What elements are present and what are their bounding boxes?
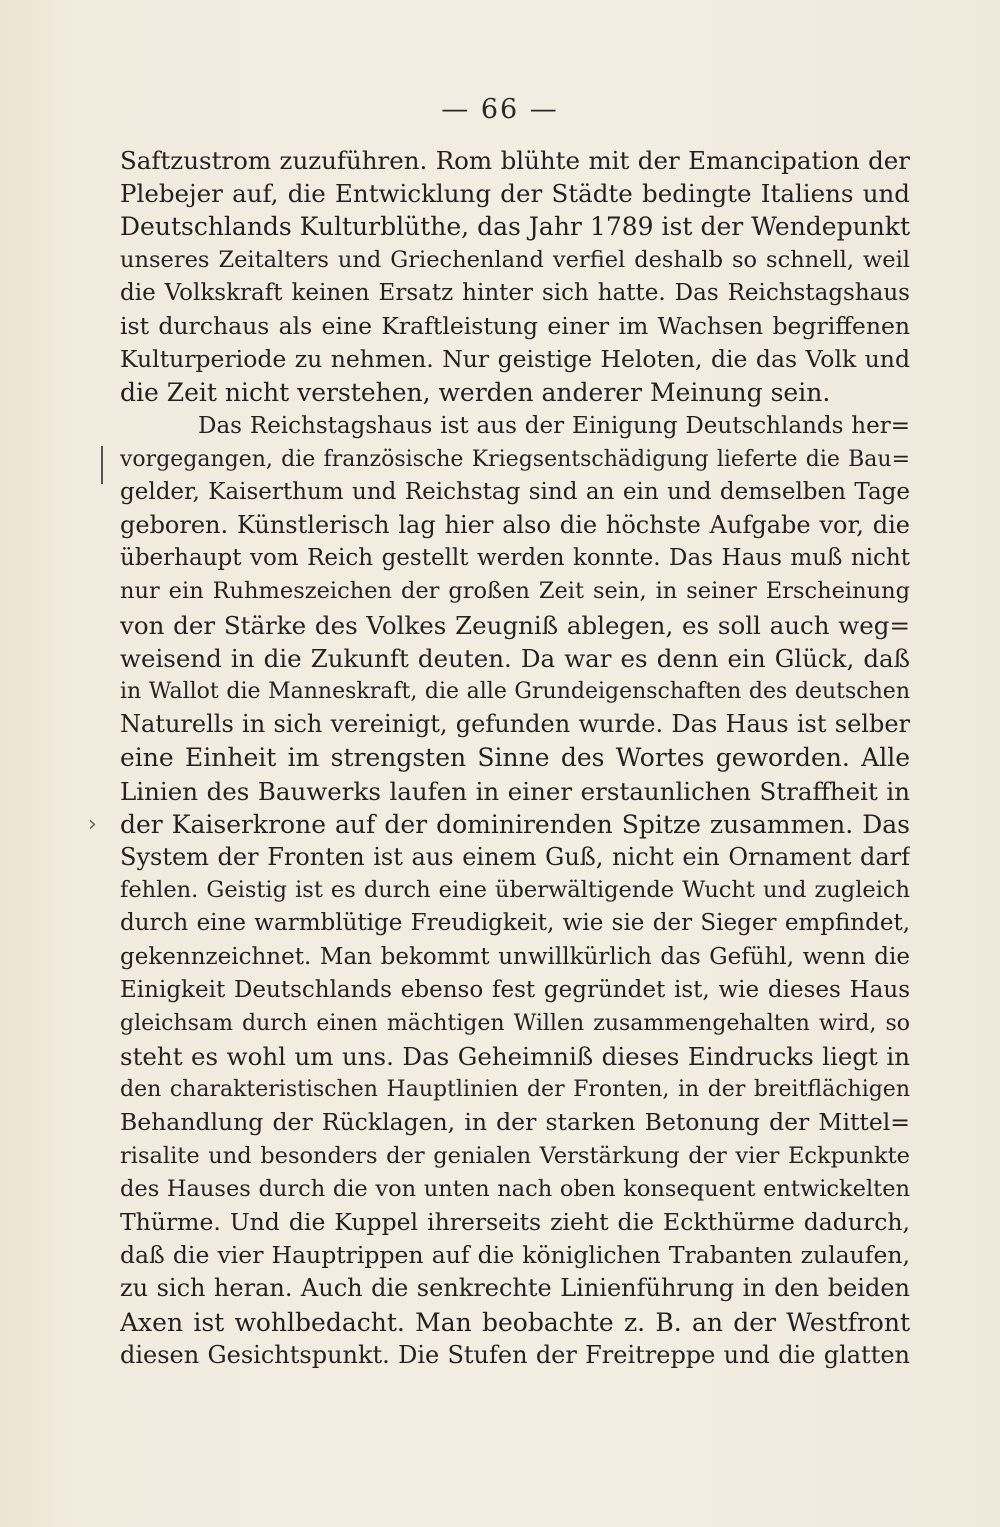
- text-line: nur ein Ruhmeszeichen der großen Zeit sein, in seiner Erscheinung: [120, 578, 910, 605]
- text-line: die Zeit nicht verstehen, werden anderer Meinung sein.: [120, 378, 831, 408]
- text-line: Deutschlands Kulturblüthe, das Jahr 1789 ist der Wendepunkt: [120, 212, 910, 242]
- text-line: ist durchaus als eine Kraftleistung einer im Wachsen begriffenen: [120, 311, 910, 340]
- text-line: Saftzustrom zuzuführen. Rom blühte mit der Emancipation der: [120, 146, 910, 175]
- page-number: — 66 —: [441, 94, 559, 125]
- text-line: überhaupt vom Reich gestellt werden konnte. Das Haus muß nicht: [120, 545, 910, 572]
- text-line: weisend in die Zukunft deuten. Da war es denn ein Glück, daß: [120, 643, 910, 673]
- text-line: Kulturperiode zu nehmen. Nur geistige Heloten, die das Volk und: [120, 345, 910, 374]
- text-line: Behandlung der Rücklagen, in der starken Betonung der Mittel=: [120, 1108, 910, 1137]
- text-line: diesen Gesichtspunkt. Die Stufen der Freitreppe und die glatten: [120, 1340, 910, 1369]
- text-line: Einigkeit Deutschlands ebenso fest gegründet ist, wie dieses Haus: [120, 976, 910, 1003]
- text-line: geboren. Künstlerisch lag hier also die höchste Aufgabe vor, die: [120, 511, 910, 540]
- margin-check-mark: ›: [88, 812, 97, 837]
- text-line: daß die vier Hauptrippen auf die königlichen Trabanten zulaufen,: [120, 1241, 910, 1270]
- text-line: eine Einheit im strengsten Sinne des Wortes geworden. Alle: [120, 743, 910, 773]
- text-line: Plebejer auf, die Entwicklung der Städte bedingte Italiens und: [120, 179, 910, 209]
- text-line: gelder, Kaiserthum und Reichstag sind an ein und demselben Tage: [120, 478, 910, 505]
- text-line: steht es wohl um uns. Das Geheimniß dieses Eindrucks liegt in: [120, 1042, 910, 1072]
- text-line: in Wallot die Manneskraft, die alle Grundeigenschaften des deutschen: [120, 679, 910, 704]
- text-line: vorgegangen, die französische Kriegsentschädigung lieferte die Bau=: [120, 446, 910, 472]
- text-line: gekennzeichnet. Man bekommt unwillkürlich das Gefühl, wenn die: [120, 943, 910, 970]
- text-line: System der Fronten ist aus einem Guß, nicht ein Ornament darf: [120, 842, 910, 871]
- text-line: Axen ist wohlbedacht. Man beobachte z. B. an der Westfront: [120, 1307, 910, 1337]
- text-line: die Volkskraft keinen Ersatz hinter sich hatte. Das Reichstagshaus: [120, 279, 910, 306]
- text-line: unseres Zeitalters und Griechenland verfiel deshalb so schnell, weil: [120, 246, 910, 273]
- text-line: risalite und besonders der genialen Verstärkung der vier Eckpunkte: [120, 1142, 910, 1169]
- text-line: gleichsam durch einen mächtigen Willen zusammengehalten wird, so: [120, 1010, 910, 1036]
- text-line: Naturells in sich vereinigt, gefunden wurde. Das Haus ist selber: [120, 710, 910, 739]
- text-line: des Hauses durch die von unten nach oben konsequent entwickelten: [120, 1175, 910, 1202]
- body-text: [120, 144, 910, 1372]
- text-line: durch eine warmblütige Freudigkeit, wie sie der Sieger empfindet,: [120, 910, 910, 937]
- text-line: Linien des Bauwerks laufen in einer erstaunlichen Straffheit in: [120, 776, 910, 806]
- text-line: fehlen. Geistig ist es durch eine überwältigende Wucht und zugleich: [120, 877, 910, 904]
- text-line: von der Stärke des Volkes Zeugniß ablegen, es soll auch weg=: [120, 610, 910, 640]
- text-line: zu sich heran. Auch die senkrechte Linienführung in den beiden: [120, 1274, 910, 1303]
- text-line: der Kaiserkrone auf der dominirenden Spitze zusammen. Das: [120, 809, 910, 839]
- text-line: Thürme. Und die Kuppel ihrerseits zieht die Eckthürme dadurch,: [120, 1208, 910, 1236]
- text-line-paragraph-start: Das Reichstagshaus ist aus der Einigung Deutschlands her=: [198, 412, 910, 439]
- text-line: den charakteristischen Hauptlinien der Fronten, in der breitflächigen: [120, 1077, 910, 1103]
- margin-pencil-mark: [101, 446, 103, 484]
